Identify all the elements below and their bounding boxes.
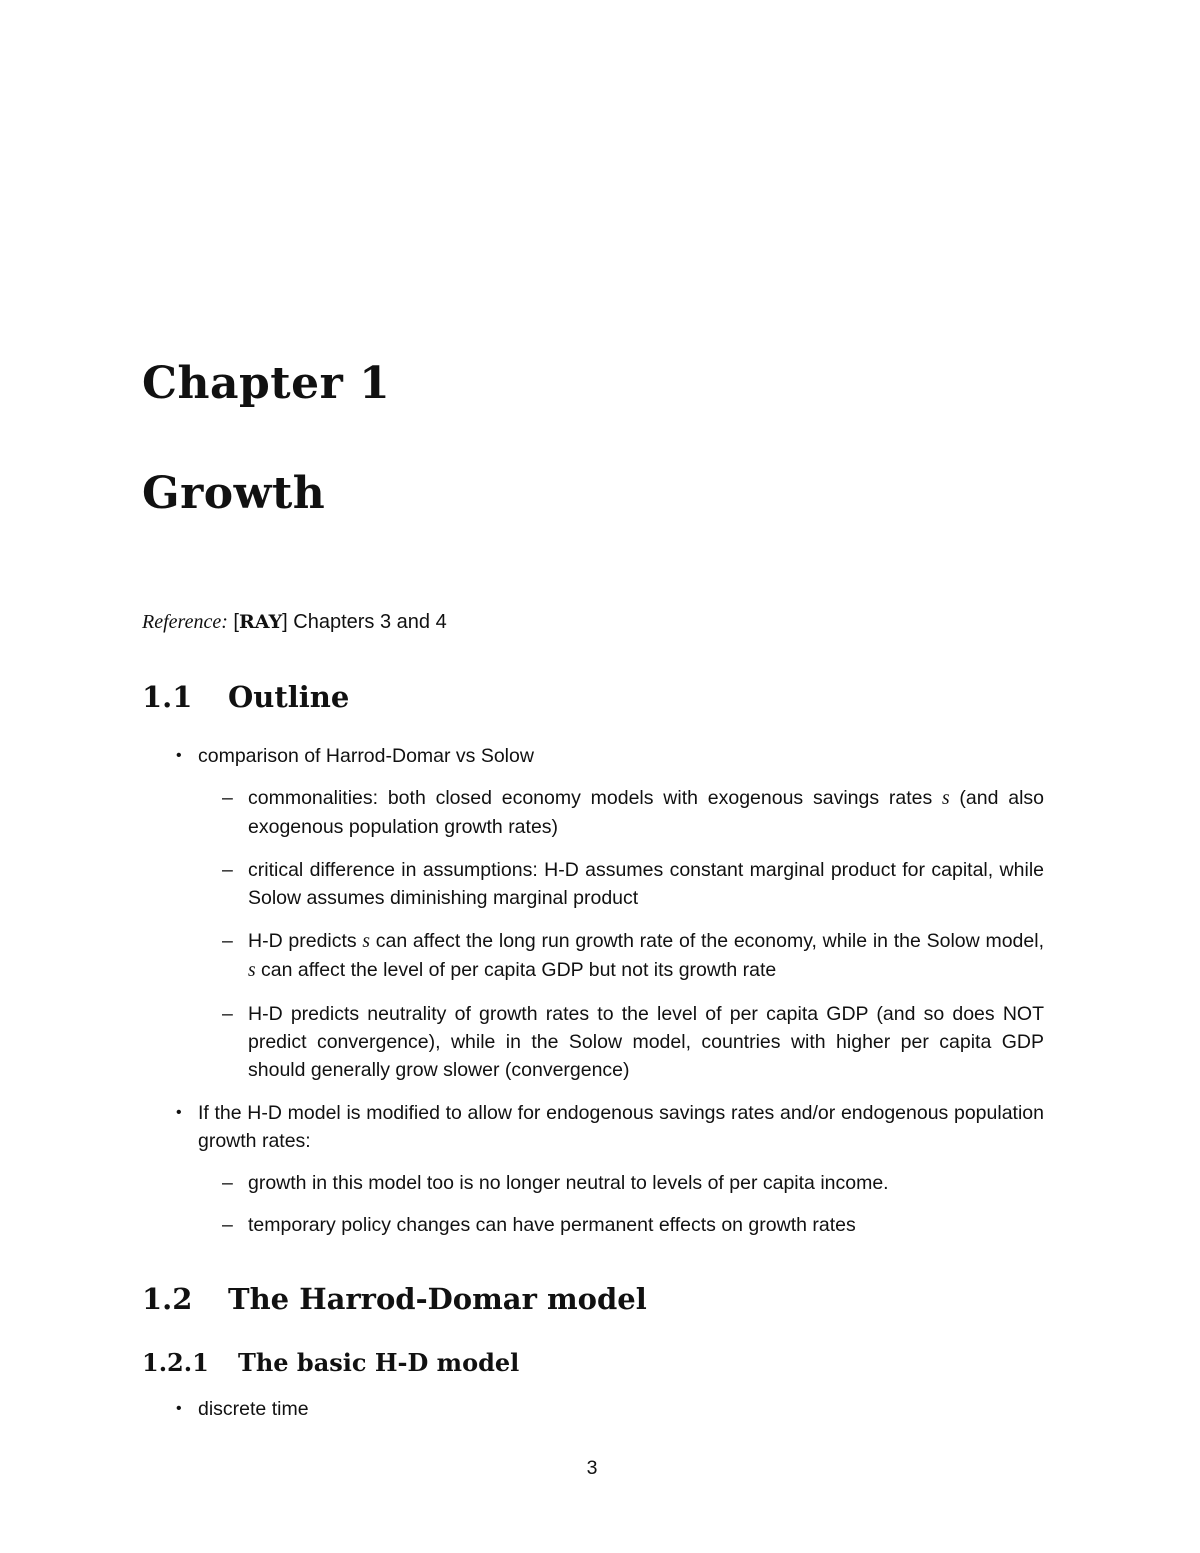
sub-item-text: growth in this model too is no longer neutral to levels of per capita income. <box>248 1172 889 1194</box>
sub-item-text: commonalities: both closed economy models with exogenous savings rates <box>248 787 943 809</box>
dash-marker: – <box>222 1003 233 1025</box>
list-item-text: discrete time <box>198 1398 309 1420</box>
sub-item-text-cont: can affect the level of per capita GDP but not its growth rate <box>255 959 777 981</box>
dash-marker: – <box>222 930 233 952</box>
math-variable-s: s <box>248 960 256 981</box>
sub-list-item <box>222 856 1044 912</box>
sub-item-text-cont: can affect the long run growth rate of the economy, while in the Solow model, <box>370 930 1044 952</box>
reference-citation <box>233 611 287 633</box>
basic-hd-list <box>0 1395 1200 1423</box>
reference-bracket-open: [ <box>233 611 239 633</box>
dash-marker: – <box>222 1214 233 1236</box>
subsection-title: The basic H-D model <box>238 1348 520 1377</box>
sub-list-item <box>222 1169 1044 1197</box>
sub-list <box>198 784 1044 1084</box>
reference-text: Chapters 3 and 4 <box>293 611 447 633</box>
math-variable-s: s <box>362 931 371 952</box>
section-title: Outline <box>228 680 350 714</box>
dash-marker: – <box>222 1172 233 1194</box>
sub-item-text-cont: (and also exogenous population growth rates) <box>248 787 1045 838</box>
outline-list <box>0 742 1200 1239</box>
sub-list-item <box>222 1000 1044 1084</box>
reference-line <box>142 608 447 636</box>
bullet-marker: • <box>176 1104 182 1121</box>
reference-label: Reference: <box>142 611 228 633</box>
sub-list-item <box>222 927 1044 985</box>
section-number: 1.2 <box>142 1282 193 1316</box>
reference-bracket-close: ] <box>282 611 288 633</box>
list-item-text: If the H-D model is modified to allow for endogenous savings rates and/or endogenous population growth rates: <box>198 1102 1044 1152</box>
section-heading-harrod-domar <box>142 1280 647 1318</box>
chapter-title: Growth <box>142 468 326 519</box>
reference-key: RAY <box>238 611 283 633</box>
sub-list <box>198 1169 1044 1239</box>
math-variable-s: s <box>942 788 950 809</box>
chapter-label: Chapter 1 <box>142 358 391 409</box>
section-number: 1.1 <box>142 680 193 714</box>
list-item-text: comparison of Harrod-Domar vs Solow <box>198 745 534 767</box>
sub-item-text: critical difference in assumptions: H-D assumes constant marginal product for capital, while Solow assumes diminishing marginal product <box>248 859 1044 909</box>
page-number: 3 <box>586 1457 598 1479</box>
list-item <box>176 742 1045 1084</box>
list-item <box>176 1395 1044 1423</box>
sub-item-text: temporary policy changes can have permanent effects on growth rates <box>248 1214 856 1236</box>
dash-marker: – <box>222 787 233 809</box>
section-title: The Harrod-Domar model <box>228 1282 647 1316</box>
bullet-marker: • <box>176 1400 182 1417</box>
section-heading-outline <box>142 678 349 716</box>
dash-marker: – <box>222 859 233 881</box>
sub-item-text: H-D predicts neutrality of growth rates to the level of per capita GDP (and so does NOT predict convergence), while in the Solow model, countries with higher per capita GDP should generally grow slower (convergence) <box>248 1003 1044 1081</box>
bullet-marker: • <box>176 747 182 764</box>
sub-item-text: H-D predicts <box>248 930 363 952</box>
subsection-heading-basic-hd <box>142 1347 519 1379</box>
list-item <box>176 1099 1044 1239</box>
sub-list-item <box>222 1211 1044 1239</box>
subsection-number: 1.2.1 <box>142 1348 209 1377</box>
sub-list-item <box>222 784 1045 841</box>
